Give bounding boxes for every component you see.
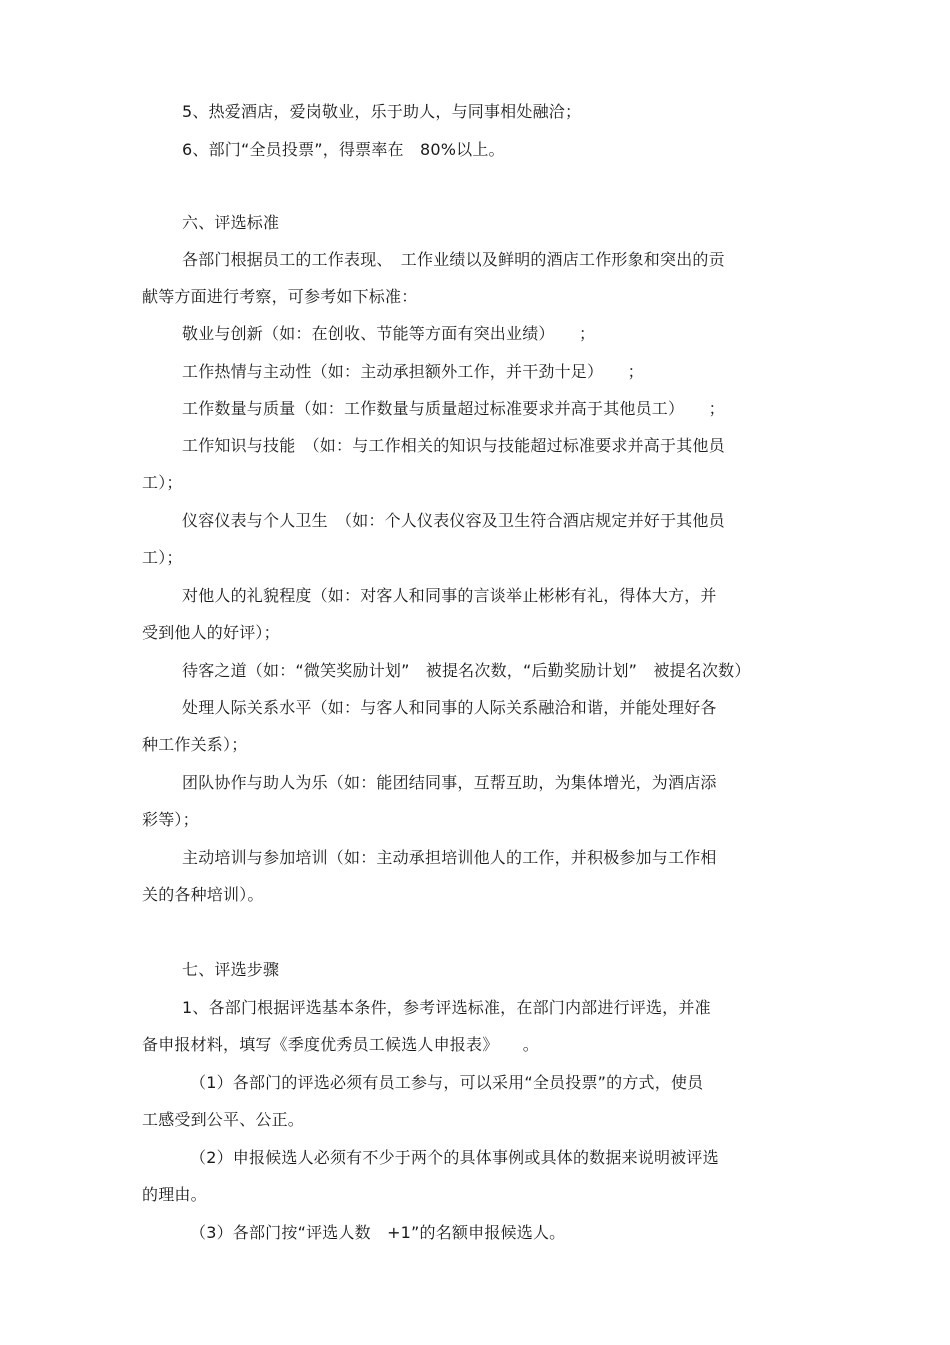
criterion-line: 处理人际关系水平（如：与客人和同事的人际关系融洽和谐，并能处理好各 (182, 698, 717, 717)
criterion-line: 工作知识与技能 （如：与工作相关的知识与技能超过标准要求并高于其他员 (182, 436, 725, 455)
criterion-line: 敬业与创新（如：在创收、节能等方面有突出业绩） ； (182, 324, 596, 343)
criterion-line-continued: 工）； (142, 473, 183, 492)
criterion-line: 仪容仪表与个人卫生 （如：个人仪表仪容及卫生符合酒店规定并好于其他员 (182, 511, 725, 530)
section-6-heading: 六、评选标准 (182, 213, 280, 232)
criterion-line: 团队协作与助人为乐（如：能团结同事，互帮互助，为集体增光，为酒店添 (182, 773, 717, 792)
substep-1-line-1: （1）各部门的评选必须有员工参与，可以采用“全员投票”的方式，使员 (190, 1073, 704, 1092)
criterion-line: 工作热情与主动性（如：主动承担额外工作，并干劲十足） ； (182, 362, 644, 381)
substep-1-line-2: 工感受到公平、公正。 (142, 1110, 305, 1129)
criterion-line-continued: 彩等）； (142, 810, 199, 829)
section-6-intro-line-2: 献等方面进行考察，可参考如下标准： (142, 287, 418, 306)
substep-3-line-1: （3）各部门按“评选人数 +1”的名额申报候选人。 (190, 1223, 566, 1242)
criterion-line: 主动培训与参加培训（如：主动承担培训他人的工作，并积极参加与工作相 (182, 848, 717, 867)
condition-item-6: 6、部门“全员投票”，得票率在 80%以上。 (182, 140, 505, 159)
criterion-line: 对他人的礼貌程度（如：对客人和同事的言谈举止彬彬有礼，得体大方，并 (182, 586, 717, 605)
step-1-line-1: 1、各部门根据评选基本条件，参考评选标准，在部门内部进行评选，并准 (182, 998, 711, 1017)
step-1-line-2: 备申报材料，填写《季度优秀员工候选人申报表》 。 (142, 1035, 540, 1054)
criterion-line: 工作数量与质量（如：工作数量与质量超过标准要求并高于其他员工） ； (182, 399, 725, 418)
criterion-line-continued: 工）； (142, 548, 183, 567)
criterion-line-continued: 受到他人的好评）； (142, 623, 280, 642)
substep-2-line-1: （2）申报候选人必须有不少于两个的具体事例或具体的数据来说明被评选 (190, 1148, 719, 1167)
section-7-heading: 七、评选步骤 (182, 960, 280, 979)
substep-2-line-2: 的理由。 (142, 1185, 207, 1204)
section-6-intro-line-1: 各部门根据员工的工作表现、 工作业绩以及鲜明的酒店工作形象和突出的贡 (182, 250, 725, 269)
criterion-line-continued: 种工作关系）； (142, 735, 248, 754)
condition-item-5: 5、热爱酒店，爱岗敬业，乐于助人，与同事相处融洽； (182, 102, 582, 121)
criterion-line-continued: 关的各种培训）。 (142, 885, 264, 904)
criterion-line: 待客之道（如：“微笑奖励计划” 被提名次数，“后勤奖励计划” 被提名次数） (182, 661, 751, 680)
